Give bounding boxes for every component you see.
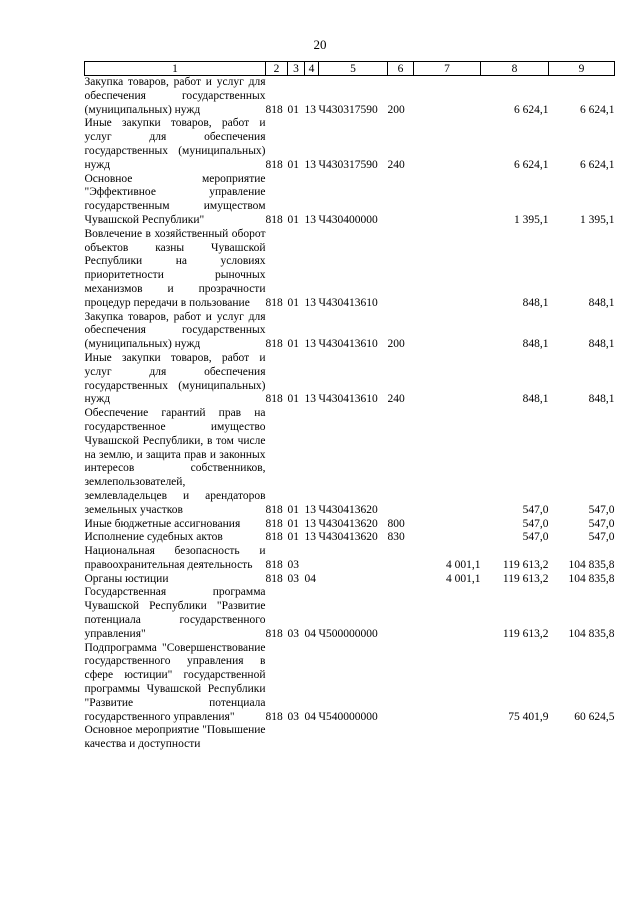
amount-col7-cell bbox=[414, 586, 481, 641]
item-name-cell: Иные бюджетные ассигнования bbox=[84, 517, 241, 530]
table-row bbox=[85, 518, 615, 532]
target-article-cell: Ч430413620 bbox=[318, 517, 378, 530]
target-article-cell: Ч430413610 bbox=[318, 393, 378, 406]
amount-col9-cell: 848,1 bbox=[588, 296, 615, 309]
ministry-code-cell: 818 bbox=[265, 393, 283, 406]
subsection-code-cell: 13 bbox=[304, 531, 316, 544]
expense-type-cell bbox=[388, 573, 414, 587]
section-code-cell: 01 bbox=[287, 103, 299, 116]
section-code-cell bbox=[288, 724, 305, 752]
item-name-cell: Закупка товаров, работ и услуг для обеспечения государственных (муниципальных) нужд bbox=[84, 76, 266, 116]
header-cell: 7 bbox=[414, 62, 481, 76]
table-row bbox=[85, 311, 615, 352]
subsection-code-cell bbox=[305, 724, 319, 752]
amount-col8-cell: 547,0 bbox=[522, 531, 549, 544]
amount-col9-cell: 1 395,1 bbox=[580, 213, 615, 226]
section-code-cell: 01 bbox=[287, 213, 299, 226]
amount-col9-cell: 104 835,8 bbox=[568, 558, 615, 571]
amount-col9-cell: 104 835,8 bbox=[568, 627, 615, 640]
item-name-cell: Иные закупки товаров, работ и услуг для обеспечения государственных (муниципальных) нужд bbox=[84, 351, 266, 406]
target-article-cell bbox=[319, 545, 388, 573]
section-code-cell: 01 bbox=[287, 517, 299, 530]
header-cell: 8 bbox=[481, 62, 549, 76]
header-cell: 9 bbox=[549, 62, 615, 76]
table-row bbox=[85, 76, 615, 118]
amount-col8-cell: 6 624,1 bbox=[514, 103, 549, 116]
table-row bbox=[85, 228, 615, 311]
table-row bbox=[85, 117, 615, 172]
target-article-cell bbox=[319, 573, 388, 587]
target-article-cell: Ч430317590 bbox=[318, 103, 378, 116]
target-article-cell: Ч540000000 bbox=[318, 710, 378, 723]
amount-col8-cell: 119 613,2 bbox=[502, 558, 549, 571]
expense-type-cell: 240 bbox=[387, 158, 405, 171]
table-row bbox=[85, 573, 615, 587]
section-code-cell: 03 bbox=[287, 627, 299, 640]
amount-col8-cell: 119 613,2 bbox=[502, 627, 549, 640]
table-row bbox=[85, 545, 615, 573]
target-article-cell: Ч430413610 bbox=[318, 338, 378, 351]
expense-type-cell: 830 bbox=[387, 531, 405, 544]
subsection-code-cell: 04 bbox=[304, 710, 316, 723]
table-row bbox=[85, 407, 615, 517]
page-number: 20 bbox=[313, 37, 327, 52]
table-row bbox=[85, 531, 615, 545]
subsection-code-cell: 13 bbox=[304, 213, 316, 226]
ministry-code-cell: 818 bbox=[265, 503, 283, 516]
amount-col8-cell bbox=[481, 724, 549, 752]
amount-col7-cell bbox=[414, 518, 481, 532]
amount-col9-cell: 104 835,8 bbox=[568, 572, 615, 585]
amount-col8-cell: 119 613,2 bbox=[502, 572, 549, 585]
subsection-code-cell bbox=[305, 545, 319, 573]
section-code-cell: 01 bbox=[287, 338, 299, 351]
amount-col8-cell: 547,0 bbox=[522, 503, 549, 516]
amount-col8-cell: 848,1 bbox=[522, 338, 549, 351]
amount-col9-cell: 6 624,1 bbox=[580, 103, 615, 116]
header-cell: 5 bbox=[319, 62, 388, 76]
amount-col7-cell: 4 001,1 bbox=[446, 558, 481, 571]
amount-col7-cell bbox=[414, 173, 481, 228]
subsection-code-cell: 13 bbox=[304, 338, 316, 351]
ministry-code-cell bbox=[266, 724, 288, 752]
expense-type-cell bbox=[388, 173, 414, 228]
amount-col7-cell bbox=[414, 76, 481, 118]
ministry-code-cell: 818 bbox=[265, 627, 283, 640]
ministry-code-cell: 818 bbox=[265, 531, 283, 544]
section-code-cell: 01 bbox=[287, 158, 299, 171]
amount-col9-cell bbox=[549, 724, 615, 752]
target-article-cell: Ч500000000 bbox=[318, 627, 378, 640]
amount-col7-cell bbox=[414, 117, 481, 172]
amount-col8-cell: 1 395,1 bbox=[514, 213, 549, 226]
amount-col7-cell bbox=[414, 352, 481, 407]
table-row bbox=[85, 724, 615, 752]
amount-col8-cell: 848,1 bbox=[522, 393, 549, 406]
amount-col7-cell bbox=[414, 407, 481, 517]
budget-table bbox=[84, 61, 615, 752]
amount-col9-cell: 547,0 bbox=[588, 517, 615, 530]
section-code-cell: 03 bbox=[287, 572, 299, 585]
item-name-cell: Национальная безопасность и правоохранительная деятельность bbox=[84, 545, 266, 571]
item-name-cell: Государственная программа Чувашской Республики "Развитие потенциала государственного управления" bbox=[84, 586, 266, 640]
amount-col7-cell bbox=[414, 228, 481, 311]
amount-col9-cell: 60 624,5 bbox=[574, 710, 615, 723]
target-article-cell: Ч430317590 bbox=[318, 158, 378, 171]
table-row bbox=[85, 642, 615, 725]
amount-col9-cell: 848,1 bbox=[588, 393, 615, 406]
header-cell: 4 bbox=[305, 62, 319, 76]
item-name-cell: Основное мероприятие "Эффективное управление государственным имуществом Чувашской Республики" bbox=[84, 172, 266, 226]
table-body bbox=[85, 76, 615, 753]
table-row bbox=[85, 586, 615, 641]
table-row bbox=[85, 352, 615, 407]
subsection-code-cell: 13 bbox=[304, 296, 316, 309]
section-code-cell: 01 bbox=[287, 531, 299, 544]
amount-col9-cell: 547,0 bbox=[588, 531, 615, 544]
ministry-code-cell: 818 bbox=[265, 710, 283, 723]
section-code-cell: 01 bbox=[287, 393, 299, 406]
header-cell: 2 bbox=[266, 62, 288, 76]
target-article-cell: Ч430413620 bbox=[318, 531, 378, 544]
ministry-code-cell: 818 bbox=[265, 296, 283, 309]
item-name-cell: Обеспечение гарантий прав на государственное имущество Чувашской Республики, в том числе на землю, и защита прав и законных интересов собственников, землепользователей, землевладельцев и арендаторов земельных участков bbox=[84, 407, 266, 516]
amount-col7-cell bbox=[414, 311, 481, 352]
item-name-cell: Основное мероприятие "Повышение качества и доступности bbox=[84, 724, 266, 751]
ministry-code-cell: 818 bbox=[265, 103, 283, 116]
subsection-code-cell: 13 bbox=[304, 517, 316, 530]
expense-type-cell bbox=[388, 642, 414, 725]
subsection-code-cell: 13 bbox=[304, 503, 316, 516]
table-header bbox=[85, 62, 615, 76]
amount-col7-cell: 4 001,1 bbox=[446, 572, 481, 585]
expense-type-cell bbox=[388, 545, 414, 573]
table-row bbox=[85, 173, 615, 228]
expense-type-cell bbox=[388, 407, 414, 517]
ministry-code-cell: 818 bbox=[265, 517, 283, 530]
amount-col7-cell bbox=[414, 642, 481, 725]
target-article-cell: Ч430413620 bbox=[318, 503, 378, 516]
section-code-cell: 03 bbox=[287, 558, 299, 571]
section-code-cell: 01 bbox=[287, 503, 299, 516]
subsection-code-cell: 13 bbox=[304, 393, 316, 406]
expense-type-cell: 240 bbox=[387, 393, 405, 406]
ministry-code-cell: 818 bbox=[265, 213, 283, 226]
header-cell: 1 bbox=[85, 62, 266, 76]
ministry-code-cell: 818 bbox=[265, 572, 283, 585]
expense-type-cell bbox=[388, 724, 414, 752]
expense-type-cell: 200 bbox=[387, 103, 405, 116]
subsection-code-cell: 13 bbox=[304, 158, 316, 171]
ministry-code-cell: 818 bbox=[265, 338, 283, 351]
amount-col8-cell: 6 624,1 bbox=[514, 158, 549, 171]
amount-col8-cell: 547,0 bbox=[522, 517, 549, 530]
target-article-cell bbox=[319, 724, 388, 752]
amount-col8-cell: 848,1 bbox=[522, 296, 549, 309]
section-code-cell: 03 bbox=[287, 710, 299, 723]
item-name-cell: Подпрограмма "Совершенствование государственного управления в сфере юстиции" государственной программы Чувашской Республики "Развитие потенциала государственного управления" bbox=[84, 641, 266, 723]
expense-type-cell bbox=[388, 228, 414, 311]
header-row bbox=[85, 62, 615, 76]
item-name-cell: Закупка товаров, работ и услуг для обеспечения государственных (муниципальных) нужд bbox=[84, 310, 266, 351]
ministry-code-cell: 818 bbox=[265, 158, 283, 171]
subsection-code-cell: 04 bbox=[304, 627, 316, 640]
section-code-cell: 01 bbox=[287, 296, 299, 309]
amount-col7-cell bbox=[414, 531, 481, 545]
amount-col9-cell: 848,1 bbox=[588, 338, 615, 351]
item-name-cell: Вовлечение в хозяйственный оборот объектов казны Чувашской Республики на условиях приоритетности рыночных механизмов и прозрачности процедур передачи в пользование bbox=[84, 227, 266, 309]
header-cell: 3 bbox=[288, 62, 305, 76]
header-cell: 6 bbox=[388, 62, 414, 76]
subsection-code-cell: 04 bbox=[304, 572, 316, 585]
subsection-code-cell: 13 bbox=[304, 103, 316, 116]
item-name-cell: Иные закупки товаров, работ и услуг для обеспечения государственных (муниципальных) нужд bbox=[84, 117, 266, 171]
target-article-cell: Ч430400000 bbox=[318, 213, 378, 226]
item-name-cell: Исполнение судебных актов bbox=[84, 531, 223, 544]
amount-col8-cell: 75 401,9 bbox=[508, 710, 549, 723]
amount-col9-cell: 6 624,1 bbox=[580, 158, 615, 171]
target-article-cell: Ч430413610 bbox=[318, 296, 378, 309]
ministry-code-cell: 818 bbox=[265, 558, 283, 571]
expense-type-cell: 800 bbox=[387, 517, 405, 530]
item-name-cell: Органы юстиции bbox=[84, 572, 169, 585]
amount-col7-cell bbox=[414, 724, 481, 752]
amount-col9-cell: 547,0 bbox=[588, 503, 615, 516]
expense-type-cell bbox=[388, 586, 414, 641]
expense-type-cell: 200 bbox=[387, 338, 405, 351]
